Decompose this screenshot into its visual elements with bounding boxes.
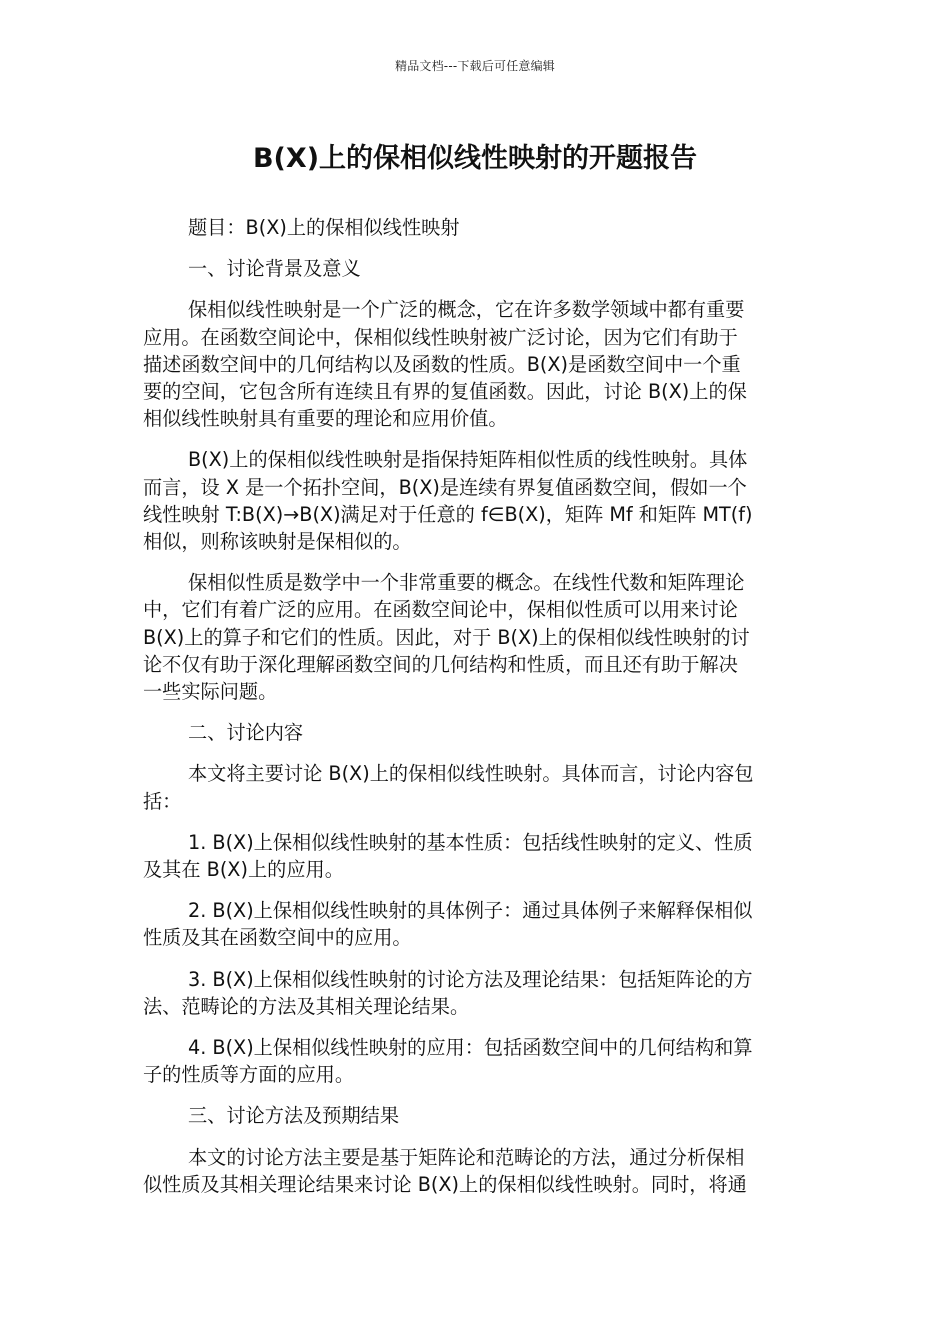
paragraph-line: 线性映射 T:B(X)→B(X)满足对于任意的 f∈B(X)，矩阵 Mf 和矩阵 MT(f)	[143, 502, 753, 526]
paragraph	[143, 1102, 803, 1129]
paragraph-line: 本文的讨论方法主要是基于矩阵论和范畴论的方法，通过分析保相	[188, 1145, 745, 1169]
paragraph-line: 一些实际问题。	[143, 680, 278, 704]
paragraph-line: 性质及其在函数空间中的应用。	[143, 926, 412, 950]
paragraph	[143, 214, 803, 241]
paragraph-line: 题目：B(X)上的保相似线性映射	[188, 216, 460, 239]
paragraph-line: 4. B(X)上保相似线性映射的应用：包括函数空间中的几何结构和算	[188, 1036, 753, 1060]
paragraph	[143, 569, 803, 705]
paragraph-line: 一、讨论背景及意义	[188, 257, 361, 281]
paragraph	[143, 296, 803, 432]
paragraph-line: 法、范畴论的方法及其相关理论结果。	[143, 994, 470, 1018]
paragraph-line: 2. B(X)上保相似线性映射的具体例子：通过具体例子来解释保相似	[188, 899, 753, 923]
paragraph-line: 3. B(X)上保相似线性映射的讨论方法及理论结果：包括矩阵论的方	[188, 967, 753, 991]
paragraph-line: 中，它们有着广泛的应用。在函数空间论中，保相似性质可以用来讨论	[143, 598, 738, 622]
paragraph-line: 三、讨论方法及预期结果	[188, 1104, 400, 1128]
paragraph-line: 及其在 B(X)上的应用。	[143, 858, 344, 882]
paragraph-line: 要的空间，它包含所有连续且有界的复值函数。因此，讨论 B(X)上的保	[143, 380, 747, 404]
paragraph-line: 描述函数空间中的几何结构以及函数的性质。B(X)是函数空间中一个重	[143, 352, 741, 376]
document-title: B(X)上的保相似线性映射的开题报告	[252, 143, 698, 174]
paragraph-line: 子的性质等方面的应用。	[143, 1063, 355, 1087]
paragraph	[143, 719, 803, 746]
paragraph-line: 相似线性映射具有重要的理论和应用价值。	[143, 407, 508, 431]
paragraph	[143, 446, 803, 555]
paragraph-line: 本文将主要讨论 B(X)上的保相似线性映射。具体而言，讨论内容包	[188, 762, 754, 786]
paragraph-line: 相似，则称该映射是保相似的。	[143, 530, 412, 554]
paragraph	[143, 897, 803, 951]
paragraph-line: 论不仅有助于深化理解函数空间的几何结构和性质，而且还有助于解决	[143, 652, 738, 676]
paragraph-line: 二、讨论内容	[188, 721, 304, 745]
paragraph-line: 应用。在函数空间论中，保相似线性映射被广泛讨论，因为它们有助于	[143, 325, 738, 349]
paragraph	[143, 760, 803, 814]
paragraph-line: B(X)上的保相似线性映射是指保持矩阵相似性质的线性映射。具体	[188, 448, 748, 472]
paragraph-line: 1. B(X)上保相似线性映射的基本性质：包括线性映射的定义、性质	[188, 830, 753, 854]
page-header: 精品文档---下载后可任意编辑	[395, 59, 555, 73]
paragraph	[143, 1144, 803, 1198]
paragraph-line: B(X)上的算子和它们的性质。因此，对于 B(X)上的保相似线性映射的讨	[143, 625, 750, 649]
paragraph-line: 似性质及其相关理论结果来讨论 B(X)上的保相似线性映射。同时，将通	[143, 1172, 747, 1196]
paragraph-line: 而言，设 X 是一个拓扑空间，B(X)是连续有界复值函数空间，假如一个	[143, 475, 747, 499]
document-body	[143, 214, 803, 1212]
paragraph-line: 保相似性质是数学中一个非常重要的概念。在线性代数和矩阵理论	[188, 571, 745, 595]
paragraph	[143, 255, 803, 282]
paragraph	[143, 829, 803, 883]
paragraph-line: 保相似线性映射是一个广泛的概念，它在许多数学领域中都有重要	[188, 298, 745, 322]
paragraph-line: 括：	[143, 789, 182, 813]
paragraph	[143, 1034, 803, 1088]
paragraph	[143, 966, 803, 1020]
